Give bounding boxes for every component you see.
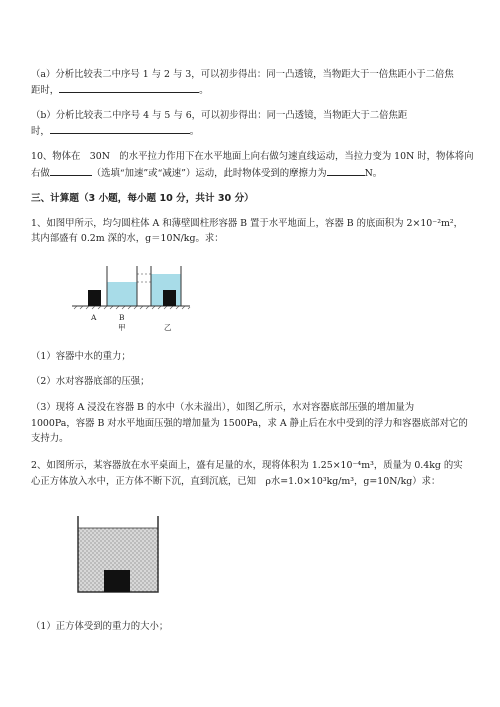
q10-line1: 10、物体在 30N 的水平拉力作用下在水平地面上向右做匀速直线运动，当拉力变为 10N 时，物体将向 [31,151,474,162]
label-a: A [91,313,97,322]
q9b-end: 。 [189,126,200,137]
container-b-water [107,282,137,306]
cube [104,570,130,592]
label-b: B [119,313,125,322]
cylinder-a-submerged [163,290,176,306]
q9a-text: （a）分析比较表二中序号 1 与 2 与 3，可以初步得出：同一凸透镜，当物距大于一倍焦距小于二倍焦 [31,69,454,80]
calc2-line1: 2、如图所示，某容器放在水平桌面上，盛有足量的水，现将体积为 1.25×10⁻⁴m³，质量为 0.4kg 的实 [31,460,463,471]
calc1-line1: 1、如图甲所示，均匀圆柱体 A 和薄壁圆柱形容器 B 置于水平地面上，容器 B 的底面积为 2×10⁻²m²， [31,218,463,229]
q9a-answer-line [31,83,209,97]
q10-line2 [31,166,382,180]
q9a-end: 。 [199,85,209,96]
q9a-blank[interactable] [59,83,199,93]
calc1-p3-l1: （3）现将 A 浸没在容器 B 的水中（水未溢出），如图乙所示，水对容器底部压强的增加量为 [31,402,415,413]
q10-l2b: （选填“加速”或“减速”）运动，此时物体受到的摩擦力为 [91,168,327,179]
q9b-text: （b）分析比较表二中序号 4 与 5 与 6，可以初步得出：同一凸透镜，当物距大于二倍焦距 [31,110,408,121]
calc2-line2: 心正方体放入水中，正方体不断下沉，直到沉底，已知 ρ水=1.0×10³kg/m³，g=10N/kg）求： [31,476,441,487]
label-yi: 乙 [164,323,172,332]
q10-l2c: N。 [364,168,383,179]
section-heading: 三、计算题（3 小题，每小题 10 分，共计 30 分） [31,193,254,204]
calc1-p3-l2: 1000Pa，容器 B 对水平地面压强的增加量为 1500Pa，求 A 静止后在水中受到的浮力和容器底部对它的 [31,418,468,429]
q10-blank1[interactable] [50,166,92,176]
q9b-cont: 时， [31,126,50,137]
figure-jia-yi [72,256,222,336]
calc1-p1: （1）容器中水的重力； [31,351,131,362]
cylinder-a [88,290,101,306]
q9b-answer-line [31,124,199,138]
label-jia: 甲 [118,323,126,332]
calc1-p3-l3: 支持力。 [31,433,69,444]
calc1-p2: （2）水对容器底部的压强； [31,376,150,387]
figure-container-cube [76,512,166,602]
calc2-p1: （1）正方体受到的重力的大小； [31,621,169,632]
q9b-blank[interactable] [50,124,190,134]
q9a-cont: 距时， [31,85,60,96]
q10-blank2[interactable] [327,166,365,176]
calc1-line2: 其内部盛有 0.2m 深的水，g＝10N/kg。求： [31,233,224,244]
q10-l2a: 右做 [31,168,50,179]
